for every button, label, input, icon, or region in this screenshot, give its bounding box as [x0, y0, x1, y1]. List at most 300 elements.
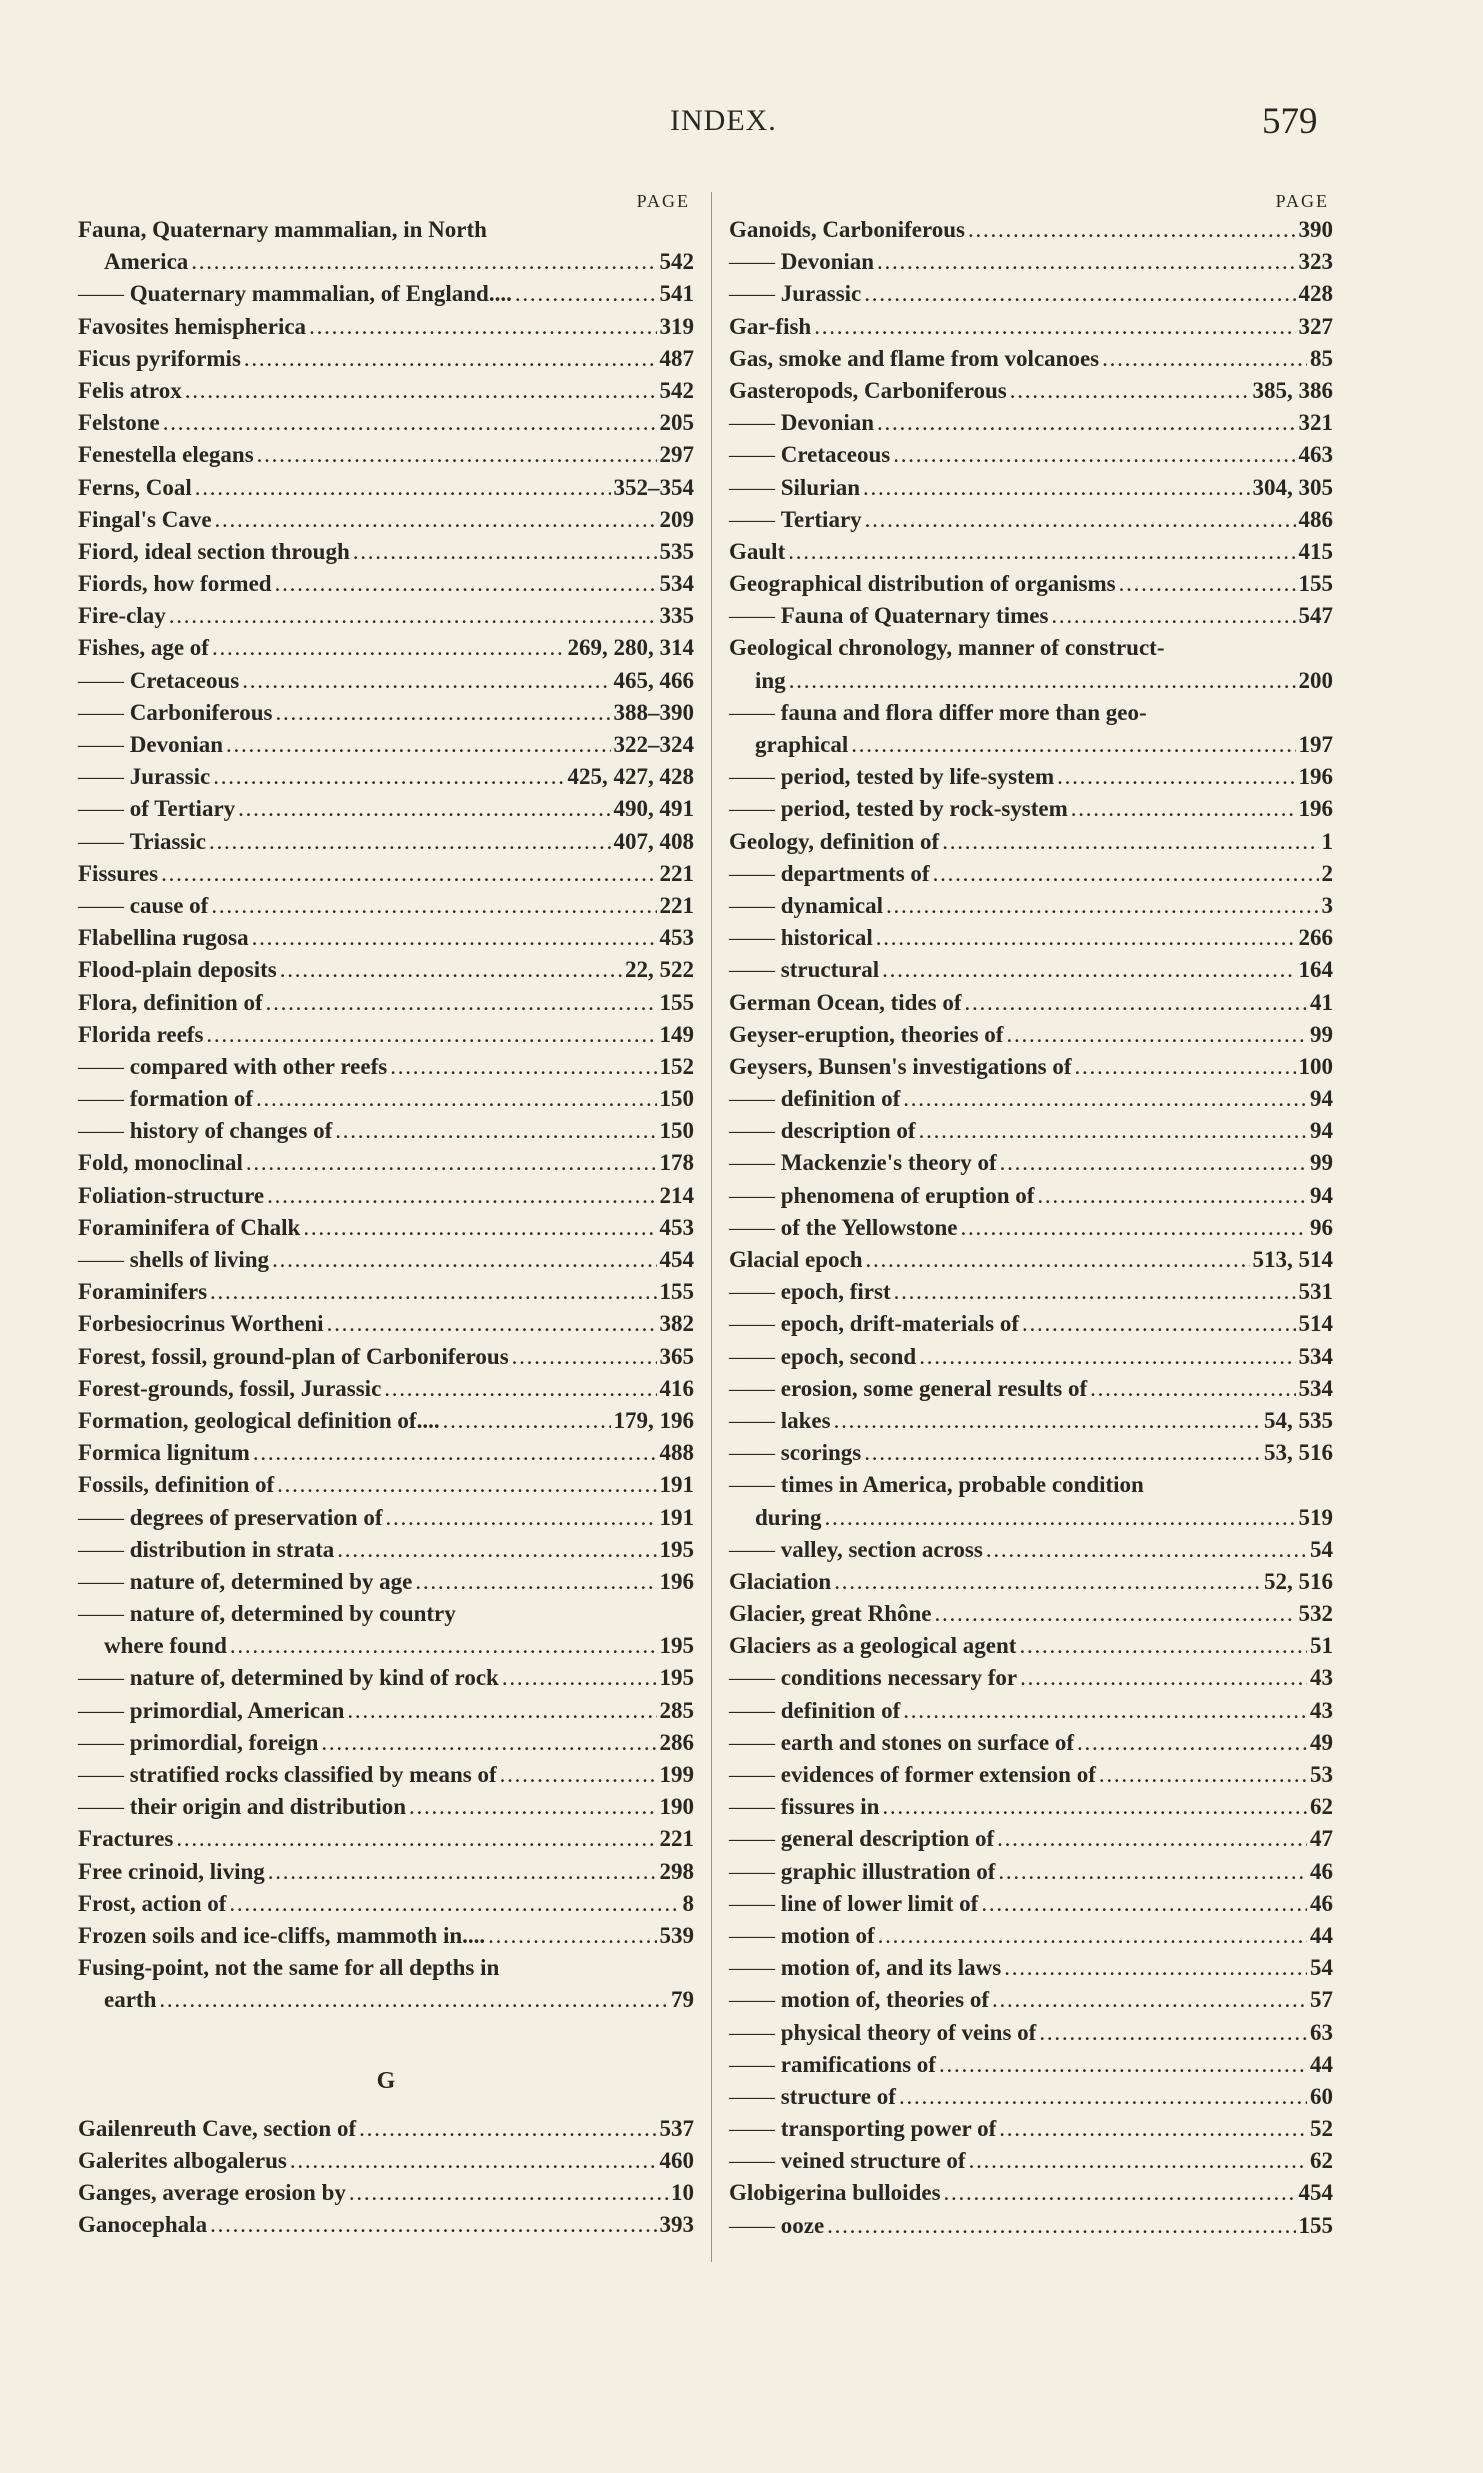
entry-pages: 196: [1298, 764, 1333, 790]
entry-text: —— ooze: [729, 2210, 824, 2242]
entry-text: —— erosion, some general results of: [729, 1373, 1087, 1405]
entry-text: —— graphic illustration of: [729, 1856, 995, 1888]
index-subentry: [729, 1180, 1333, 1212]
entry-pages: 52: [1310, 2116, 1333, 2142]
dot-leader: [788, 536, 1295, 568]
dot-leader: [385, 1502, 656, 1534]
index-entry: [729, 1051, 1333, 1083]
dot-leader: [349, 2177, 668, 2209]
entry-pages: 214: [659, 1182, 694, 1208]
index-entry: [78, 1952, 694, 1984]
dot-leader: [882, 1791, 1307, 1823]
entry-pages: 298: [659, 1858, 694, 1884]
entry-text: Glacial epoch: [729, 1247, 863, 1272]
entry-pages: 534: [1298, 1375, 1333, 1401]
dot-leader: [942, 826, 1318, 858]
dot-leader: [206, 1019, 656, 1051]
entry-text: Fire-clay: [78, 603, 166, 629]
entry-text: Felis atrox: [78, 377, 182, 403]
entry-text: Ferns, Coal: [78, 474, 192, 500]
index-subentry: [729, 1308, 1333, 1340]
index-entry: [78, 1147, 694, 1179]
entry-pages: 539: [659, 1922, 694, 1948]
entry-pages: 382: [659, 1311, 694, 1337]
entry-pages: 94: [1310, 1086, 1333, 1112]
index-entry: [78, 214, 694, 246]
dot-leader: [864, 1437, 1261, 1469]
entry-pages: 352–354: [613, 474, 694, 500]
entry-text: Ganoids, Carboniferous: [729, 217, 966, 242]
entry-text: —— Carboniferous: [78, 697, 272, 729]
index-entry: [78, 375, 694, 407]
entry-pages: 365: [659, 1343, 694, 1369]
entry-text: Gailenreuth Cave, section of: [78, 2115, 357, 2141]
entry-text: —— degrees of preservation of: [78, 1502, 382, 1534]
index-subentry: [729, 246, 1333, 278]
index-entry: [78, 2209, 694, 2241]
index-subentry: [729, 1469, 1333, 1501]
dot-leader: [257, 439, 657, 471]
entry-pages: 327: [1298, 313, 1333, 339]
entry-text: Ficus pyriformis: [78, 345, 241, 371]
dot-leader: [893, 439, 1295, 471]
dot-leader: [864, 278, 1295, 310]
dot-leader: [969, 2145, 1307, 2177]
index-entry: [78, 439, 694, 471]
dot-leader: [303, 1212, 656, 1244]
index-subentry: [729, 1823, 1333, 1855]
entry-pages: 205: [659, 410, 694, 436]
entry-text: —— definition of: [729, 1695, 900, 1727]
entry-pages: 149: [659, 1021, 694, 1047]
index-entry: [729, 2177, 1333, 2209]
dot-leader: [981, 1888, 1307, 1920]
index-subentry: [78, 826, 694, 858]
index-subentry: [729, 1373, 1333, 1405]
index-entry: [729, 987, 1333, 1019]
entry-text: Geological chronology, manner of construct-: [729, 635, 1165, 661]
dot-leader: [290, 2145, 657, 2177]
entry-text: Formation, geological definition of....: [78, 1407, 440, 1433]
entry-pages: 463: [1298, 442, 1333, 468]
entry-pages: 191: [659, 1504, 694, 1530]
page-column-label: PAGE: [636, 191, 690, 211]
index-subentry: [729, 1341, 1333, 1373]
index-subentry: [729, 504, 1333, 536]
entry-pages: 196: [659, 1568, 694, 1594]
dot-leader: [882, 954, 1295, 986]
index-entry: [78, 1823, 694, 1855]
entry-pages: 285: [659, 1697, 694, 1723]
entry-text: —— motion of, and its laws: [729, 1952, 1001, 1984]
dot-leader: [886, 890, 1319, 922]
dot-leader: [215, 504, 657, 536]
entry-pages: 195: [659, 1665, 694, 1691]
entry-text: Galerites albogalerus: [78, 2147, 287, 2173]
entry-text: —— motion of: [729, 1920, 875, 1952]
dot-leader: [321, 1727, 656, 1759]
entry-pages: 99: [1310, 1150, 1333, 1176]
dot-leader: [877, 246, 1295, 278]
dot-leader: [894, 1276, 1296, 1308]
entry-text: —— primordial, foreign: [78, 1727, 318, 1759]
entry-text: —— phenomena of eruption of: [729, 1180, 1034, 1212]
entry-pages: 547: [1298, 603, 1333, 629]
dot-leader: [210, 1276, 656, 1308]
index-subentry: [729, 954, 1333, 986]
entry-pages: 94: [1310, 1118, 1333, 1144]
index-subentry: [729, 1662, 1333, 1694]
entry-pages: 209: [659, 506, 694, 532]
dot-leader: [327, 1308, 657, 1340]
entry-text: —— epoch, drift-materials of: [729, 1308, 1019, 1340]
index-entry: [729, 568, 1333, 600]
dot-leader: [834, 1566, 1261, 1598]
dot-leader: [280, 954, 622, 986]
entry-text: Globigerina bulloides: [729, 2180, 941, 2206]
index-entry: [729, 375, 1333, 407]
dot-leader: [515, 278, 657, 310]
dot-leader: [997, 1823, 1307, 1855]
entry-text: —— evidences of former extension of: [729, 1759, 1096, 1791]
entry-pages: 266: [1298, 925, 1333, 951]
entry-text: Fractures: [78, 1826, 174, 1852]
index-entry: [78, 1920, 694, 1952]
dot-leader: [163, 407, 657, 439]
entry-text: —— stratified rocks classified by means of: [78, 1759, 497, 1791]
index-entry: [729, 665, 1333, 697]
index-subentry: [729, 1952, 1333, 1984]
entry-pages: 541: [659, 281, 694, 307]
entry-text: Gault: [729, 538, 786, 564]
index-subentry: [78, 1662, 694, 1694]
entry-text: Fenestella elegans: [78, 442, 254, 468]
index-entry: [78, 1437, 694, 1469]
dot-leader: [866, 1244, 1250, 1276]
entry-pages: 46: [1310, 1858, 1333, 1884]
index-entry: [78, 1984, 694, 2016]
entry-text: Free crinoid, living: [78, 1858, 265, 1884]
entry-text: earth: [104, 1987, 157, 2013]
entry-text: —— Jurassic: [729, 278, 861, 310]
page-column-label: PAGE: [1275, 191, 1329, 211]
dot-leader: [275, 568, 657, 600]
entry-text: —— scorings: [729, 1437, 861, 1469]
entry-text: —— description of: [729, 1115, 916, 1147]
entry-text: Fishes, age of: [78, 635, 209, 661]
entry-pages: 52, 516: [1264, 1568, 1333, 1594]
entry-text: —— Fauna of Quaternary times: [729, 600, 1048, 632]
dot-leader: [1019, 1630, 1307, 1662]
dot-leader: [409, 1791, 656, 1823]
index-subentry: [78, 1727, 694, 1759]
index-subentry: [78, 1695, 694, 1727]
entry-text: —— Silurian: [729, 472, 860, 504]
dot-leader: [415, 1566, 656, 1598]
entry-pages: 46: [1310, 1890, 1333, 1916]
entry-text: Felstone: [78, 410, 160, 436]
index-entry: [729, 1019, 1333, 1051]
index-entry: [729, 1566, 1333, 1598]
entry-pages: 221: [659, 892, 694, 918]
index-entry: [78, 1180, 694, 1212]
index-subentry: [78, 890, 694, 922]
index-subentry: [78, 729, 694, 761]
entry-text: —— times in America, probable condition: [729, 1472, 1144, 1497]
dot-leader: [1039, 2017, 1307, 2049]
dot-leader: [919, 1115, 1307, 1147]
dot-leader: [213, 761, 564, 793]
entry-text: graphical: [755, 732, 849, 757]
entry-text: —— Quaternary mammalian, of England....: [78, 278, 512, 310]
entry-pages: 41: [1310, 989, 1333, 1015]
entry-text: Forest-grounds, fossil, Jurassic: [78, 1375, 382, 1401]
dot-leader: [863, 472, 1249, 504]
entry-text: —— of Tertiary: [78, 793, 235, 825]
dot-leader: [500, 1759, 657, 1791]
entry-text: —— of the Yellowstone: [729, 1212, 957, 1244]
entry-pages: 531: [1298, 1279, 1333, 1305]
entry-pages: 155: [659, 1279, 694, 1305]
entry-pages: 1: [1321, 828, 1333, 854]
entry-text: Formica lignitum: [78, 1440, 250, 1466]
dot-leader: [212, 632, 565, 664]
entry-pages: 269, 280, 314: [567, 635, 694, 661]
entry-text: Glaciation: [729, 1568, 832, 1594]
index-entry: [78, 1019, 694, 1051]
index-entry: [78, 504, 694, 536]
entry-text: Fusing-point, not the same for all depths in: [78, 1955, 500, 1981]
entry-pages: 388–390: [613, 699, 694, 725]
dot-leader: [935, 1598, 1296, 1630]
dot-leader: [252, 922, 657, 954]
entry-text: Gasteropods, Carboniferous: [729, 377, 1007, 403]
entry-text: America: [104, 249, 189, 275]
index-entry: [729, 826, 1333, 858]
index-entry: [729, 343, 1333, 375]
entry-pages: 535: [659, 538, 694, 564]
entry-pages: 96: [1310, 1214, 1333, 1240]
index-subentry: [729, 278, 1333, 310]
dot-leader: [256, 1083, 656, 1115]
entry-text: —— their origin and distribution: [78, 1791, 406, 1823]
entry-text: —— motion of, theories of: [729, 1984, 989, 2016]
dot-leader: [238, 793, 610, 825]
running-title: INDEX.: [670, 104, 777, 137]
dot-leader: [789, 665, 1296, 697]
entry-text: —— nature of, determined by kind of rock: [78, 1662, 499, 1694]
entry-pages: 79: [671, 1987, 694, 2013]
entry-text: —— cause of: [78, 890, 208, 922]
entry-pages: 99: [1310, 1021, 1333, 1047]
entry-text: —— departments of: [729, 858, 930, 890]
page-number: 579: [1262, 101, 1318, 142]
entry-pages: 415: [1298, 538, 1333, 564]
entry-pages: 428: [1298, 281, 1333, 307]
entry-pages: 53: [1310, 1762, 1333, 1787]
entry-pages: 62: [1310, 1794, 1333, 1820]
entry-pages: 155: [659, 989, 694, 1015]
entry-pages: 532: [1298, 1601, 1333, 1627]
dot-leader: [1037, 1180, 1307, 1212]
dot-leader: [229, 1888, 679, 1920]
index-entry: [78, 1888, 694, 1920]
index-entry: [78, 1212, 694, 1244]
dot-leader: [1074, 1051, 1295, 1083]
index-entry: [729, 1502, 1333, 1534]
dot-leader: [824, 1502, 1295, 1534]
dot-leader: [919, 1341, 1295, 1373]
index-entry: [729, 1598, 1333, 1630]
dot-leader: [998, 1856, 1307, 1888]
dot-leader: [1006, 1019, 1307, 1051]
dot-leader: [960, 1212, 1307, 1244]
entry-pages: 534: [1298, 1343, 1333, 1369]
entry-pages: 150: [659, 1118, 694, 1144]
entry-text: Fiords, how formed: [78, 571, 272, 597]
entry-pages: 425, 427, 428: [567, 764, 694, 790]
dot-leader: [384, 1373, 656, 1405]
entry-pages: 454: [659, 1247, 694, 1272]
index-subentry: [729, 1212, 1333, 1244]
entry-text: Flora, definition of: [78, 989, 263, 1015]
index-entry: [78, 311, 694, 343]
entry-text: —— definition of: [729, 1083, 900, 1115]
entry-text: Geyser-eruption, theories of: [729, 1021, 1004, 1047]
dot-leader: [877, 407, 1295, 439]
entry-text: —— primordial, American: [78, 1695, 344, 1727]
entry-pages: 407, 408: [613, 828, 694, 854]
entry-pages: 44: [1310, 1922, 1333, 1948]
entry-text: Gar-fish: [729, 313, 812, 339]
index-entry: [78, 600, 694, 632]
entry-pages: 514: [1298, 1311, 1333, 1337]
entry-text: Frost, action of: [78, 1890, 227, 1916]
dot-leader: [502, 1662, 657, 1694]
entry-text: —— nature of, determined by age: [78, 1566, 412, 1598]
entry-text: —— distribution in strata: [78, 1534, 334, 1566]
index-subentry: [729, 1888, 1333, 1920]
index-subentry: [729, 1856, 1333, 1888]
dot-leader: [986, 1534, 1307, 1566]
entry-text: Ganges, average erosion by: [78, 2180, 346, 2206]
entry-pages: 152: [659, 1053, 694, 1079]
index-subentry: [729, 1115, 1333, 1147]
entry-pages: 304, 305: [1252, 474, 1333, 500]
entry-pages: 191: [659, 1472, 694, 1498]
dot-leader: [277, 1469, 656, 1501]
index-entry: [78, 987, 694, 1019]
dot-leader: [933, 858, 1319, 890]
dot-leader: [211, 890, 656, 922]
index-subentry: [78, 1598, 694, 1630]
dot-leader: [878, 1920, 1307, 1952]
index-subentry: [78, 1244, 694, 1276]
spacer: [78, 2017, 694, 2049]
entry-pages: 487: [659, 345, 694, 371]
entry-text: —— Cretaceous: [729, 439, 890, 471]
entry-text: Geysers, Bunsen's investigations of: [729, 1053, 1072, 1079]
entry-pages: 2: [1321, 860, 1333, 886]
index-subentry: [78, 1083, 694, 1115]
dot-leader: [899, 2081, 1307, 2113]
entry-text: —— Cretaceous: [78, 665, 239, 697]
entry-pages: 164: [1298, 957, 1333, 983]
entry-text: where found: [104, 1633, 227, 1659]
dot-leader: [1022, 1308, 1296, 1340]
index-subentry: [729, 890, 1333, 922]
index-subentry: [729, 2113, 1333, 2145]
index-subentry: [78, 1502, 694, 1534]
dot-leader: [1051, 600, 1295, 632]
entry-pages: 460: [659, 2147, 694, 2173]
entry-pages: 63: [1310, 2019, 1333, 2045]
entry-text: —— epoch, second: [729, 1341, 916, 1373]
index-subentry: [729, 439, 1333, 471]
entry-pages: 178: [659, 1150, 694, 1176]
index-entry: [78, 536, 694, 568]
entry-pages: 486: [1298, 506, 1333, 532]
index-entry: [78, 1405, 694, 1437]
index-subentry: [729, 472, 1333, 504]
index-entry: [78, 407, 694, 439]
index-entry: [78, 1630, 694, 1662]
entry-text: Flood-plain deposits: [78, 957, 277, 983]
entry-pages: 322–324: [613, 732, 694, 757]
entry-text: —— structural: [729, 954, 879, 986]
entry-text: —— Tertiary: [729, 504, 862, 536]
dot-leader: [242, 665, 610, 697]
entry-pages: 319: [659, 313, 694, 339]
index-subentry: [78, 278, 694, 310]
dot-leader: [266, 987, 657, 1019]
entry-text: Fauna, Quaternary mammalian, in North: [78, 217, 487, 242]
index-subentry: [78, 1115, 694, 1147]
dot-leader: [253, 1437, 657, 1469]
index-entry: [729, 311, 1333, 343]
index-entry: [78, 568, 694, 600]
dot-leader: [939, 2049, 1307, 2081]
entry-text: Geology, definition of: [729, 828, 940, 854]
entry-text: —— formation of: [78, 1083, 253, 1115]
index-subentry: [729, 1984, 1333, 2016]
index-subentry: [729, 922, 1333, 954]
index-subentry: [78, 761, 694, 793]
dot-leader: [1010, 375, 1250, 407]
dot-leader: [268, 1856, 657, 1888]
index-subentry: [78, 793, 694, 825]
dot-leader: [1057, 761, 1295, 793]
index-subentry: [729, 1437, 1333, 1469]
dot-leader: [275, 697, 610, 729]
entry-pages: 54: [1310, 1536, 1333, 1562]
index-entry: [78, 1276, 694, 1308]
dot-leader: [876, 922, 1296, 954]
dot-leader: [814, 311, 1295, 343]
entry-text: Forest, fossil, ground-plan of Carboniferous: [78, 1343, 509, 1369]
dot-leader: [1077, 1727, 1307, 1759]
entry-pages: 542: [659, 377, 694, 403]
entry-text: —— Mackenzie's theory of: [729, 1147, 997, 1179]
entry-pages: 60: [1310, 2083, 1333, 2109]
index-entry: [78, 1469, 694, 1501]
entry-text: —— Jurassic: [78, 761, 210, 793]
dot-leader: [968, 214, 1295, 246]
entry-pages: 490, 491: [613, 796, 694, 822]
dot-leader: [226, 729, 610, 761]
dot-leader: [1102, 343, 1307, 375]
dot-leader: [1071, 793, 1296, 825]
